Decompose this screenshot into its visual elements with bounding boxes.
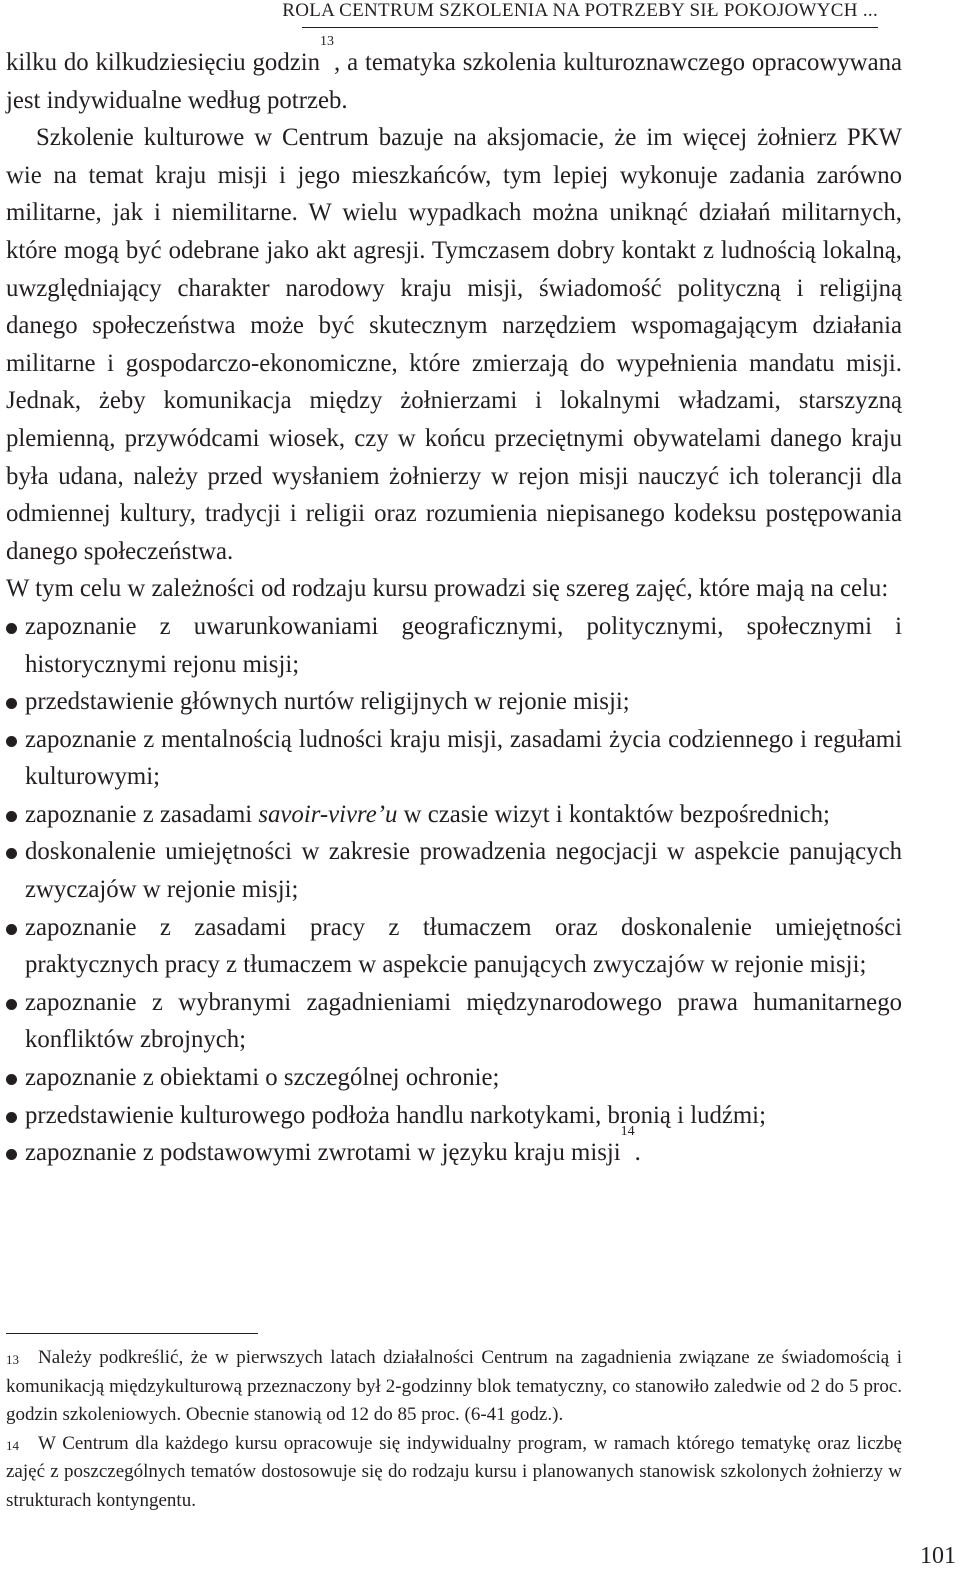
- footnotes: [6, 1344, 902, 1516]
- list-item: [6, 909, 902, 984]
- page-number: 101: [920, 1543, 956, 1569]
- footnote-ref-13[interactable]: 13: [320, 34, 335, 49]
- footnote-text: W Centrum dla każdego kursu opracowuje się indywidualny program, w ramach którego tematykę oraz liczbę zajęć z poszczególnych tematów dostosowuje się do rodzaju kursu i planowanych stanowisk szkolonych żołnierzy w strukturach kontyngentu.: [6, 1432, 902, 1511]
- list-item: [6, 1124, 902, 1172]
- bullet-icon: [6, 1149, 17, 1160]
- main-text: [6, 34, 902, 1172]
- bullet-icon: [6, 698, 17, 709]
- list-item-text-post: w czasie wizyt i kontaktów bezpośrednich;: [397, 800, 830, 828]
- list-item: [6, 1097, 902, 1135]
- paragraph-1-start: kilku do kilkudziesięciu godzin: [6, 49, 321, 76]
- paragraph-1-end: , a tematyka szkolenia kulturoznawczego opracowywana jest indywidualne według potrzeb.: [6, 49, 902, 114]
- list-item-text: zapoznanie z obiektami o szczególnej ochronie;: [25, 1064, 500, 1092]
- bullet-icon: [6, 1074, 17, 1085]
- footnote-separator: [6, 1333, 258, 1334]
- list-item-text: przedstawienie głównych nurtów religijnych w rejonie misji;: [25, 688, 630, 716]
- list-item: [6, 721, 902, 796]
- list-item-text: zapoznanie z wybranymi zagadnieniami międzynarodowego prawa humanitarnego konfliktów zbrojnych;: [25, 988, 902, 1054]
- header-rule: [302, 27, 878, 28]
- list-item: [6, 796, 902, 834]
- footnote-14: [6, 1430, 902, 1516]
- list-item-text-pre: zapoznanie z zasadami: [25, 800, 259, 828]
- paragraph-3: W tym celu w zależności od rodzaju kursu prowadzi się szereg zajęć, które mają na celu:: [6, 575, 889, 603]
- bullet-icon: [6, 736, 17, 747]
- list-item: [6, 683, 902, 721]
- list-item-text-italic: savoir-vivre’u: [258, 800, 398, 828]
- bullet-list: [6, 608, 902, 1172]
- list-item: [6, 833, 902, 908]
- footnote-text: Należy podkreślić, że w pierwszych latach działalności Centrum na zagadnienia związane ze świadomością i komunikacją międzykulturową przeznaczony był 2-godzinny blok tematyczny, co stanowiło zaledwie od 2 do 5 proc. godzin szkoleniowych. Obecnie stanowią od 12 do 85 proc. (6-41 godz.).: [6, 1347, 902, 1426]
- bullet-icon: [6, 1112, 17, 1123]
- footnote-number: 13: [6, 1352, 19, 1367]
- list-item-text: zapoznanie z zasadami pracy z tłumaczem oraz doskonalenie umiejętności praktycznych pracy z tłumaczem w aspekcie panujących zwyczajów w rejonie misji;: [25, 913, 902, 979]
- paragraph-2: Szkolenie kulturowe w Centrum bazuje na aksjomacie, że im więcej żołnierz PKW wie na temat kraju misji i jego mieszkańców, tym lepiej wykonuje zadania zarówno militarne, jak i niemilitarne. W wielu wypadkach można uniknąć działań militarnych, które mogą być odebrane jako akt agresji. Tymczasem dobry kontakt z ludnością lokalną, uwzględniający charakter narodowy kraju misji, świadomość polityczną i religijną danego społeczeństwa może być skutecznym narzędziem wspomagającym działania militarne i gospodarczo-ekonomiczne, które zmierzają do wypełnienia mandatu misji. Jednak, żeby komunikacja między żołnierzami i lokalnymi władzami, starszyzną plemienną, przywódcami wiosek, czy w końcu przeciętnymi obywatelami danego kraju była udana, należy przed wysłaniem żołnierzy w rejon misji nauczyć ich tolerancji dla odmiennej kultury, tradycji i religii oraz rozumienia niepisanego kodeksu postępowania danego społeczeństwa.: [6, 124, 902, 565]
- list-item-text: zapoznanie z uwarunkowaniami geograficznymi, politycznymi, społecznymi i historycznymi rejonu misji;: [25, 612, 902, 678]
- list-item-text-end: .: [634, 1139, 641, 1167]
- list-item-text: doskonalenie umiejętności w zakresie prowadzenia negocjacji w aspekcie panujących zwyczajów w rejonie misji;: [25, 838, 902, 904]
- footnote-ref-14[interactable]: 14: [620, 1124, 635, 1140]
- paragraph-1: [6, 34, 902, 119]
- footnote-number: 14: [6, 1437, 19, 1453]
- list-item: [6, 608, 902, 683]
- list-item-text: przedstawienie kulturowego podłoża handlu narkotykami, bronią i ludźmi;: [25, 1101, 766, 1129]
- footnote-13: [6, 1344, 902, 1430]
- bullet-icon: [6, 811, 17, 822]
- bullet-icon: [6, 924, 17, 935]
- list-item: [6, 984, 902, 1059]
- list-item: [6, 1059, 902, 1097]
- list-item-text: zapoznanie z mentalnością ludności kraju misji, zasadami życia codziennego i regułami kulturowymi;: [25, 725, 902, 791]
- list-item-text: zapoznanie z podstawowymi zwrotami w języku kraju misji: [25, 1139, 621, 1167]
- bullet-icon: [6, 999, 17, 1010]
- running-header: ROLA CENTRUM SZKOLENIA NA POTRZEBY SIŁ POKOJOWYCH ...: [282, 0, 878, 21]
- bullet-icon: [6, 623, 17, 634]
- bullet-icon: [6, 848, 17, 859]
